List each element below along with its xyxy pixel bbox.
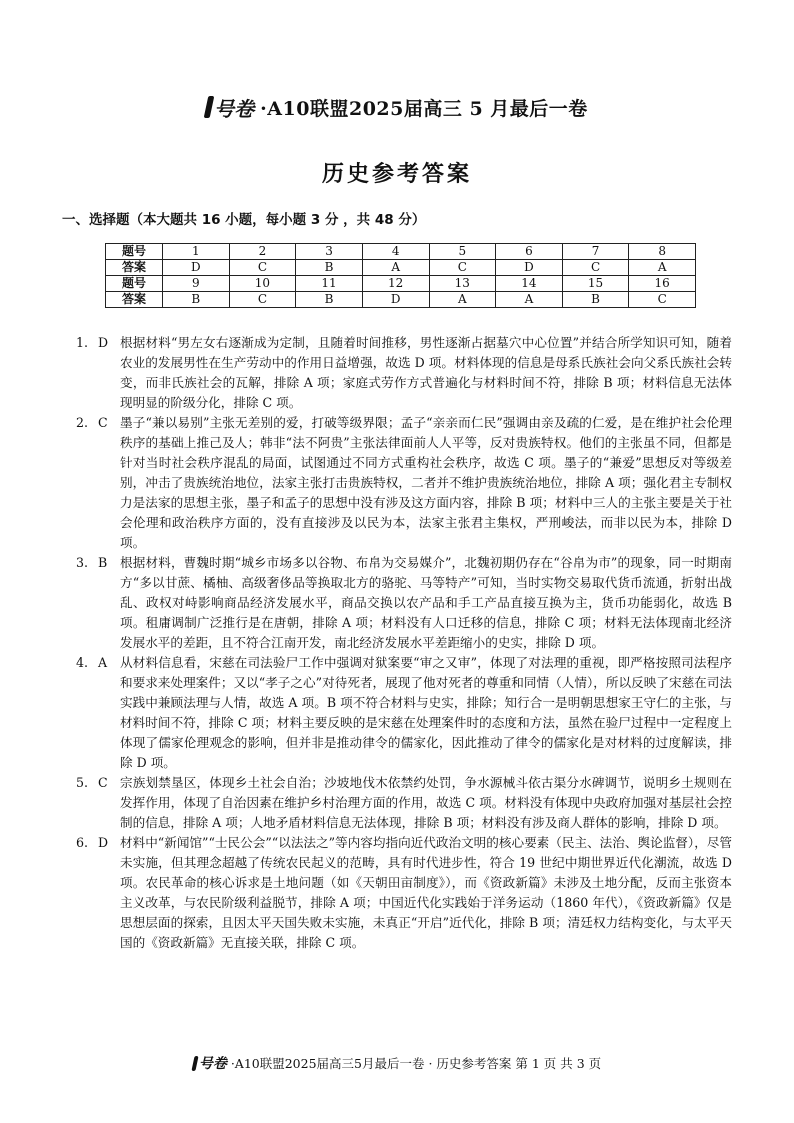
item-text: 根据材料，曹魏时期“城乡市场多以谷物、布帛为交易媒介”，北魏初期仍存在“谷帛为市”的现象，同一时期南方“多以甘蔗、橘柚、高级奢侈品等换取北方的骆驼、马等特产”可知，当时实物交易取代货币流通，折射出战乱、政权对峙影响商品经济发展水平，商品交换以农产品和手工产品直接互换为主，货币功能弱化，故选 B 项。租庸调制广泛推行是在唐朝，排除 A 项；材料没有人口迁移的信息，排除 C 项；材料无法体现南北经济发展水平的差距，且不符合江南开发，南北经济发展水平差距缩小的史实，排除 D 项。	[120, 555, 732, 650]
explanation-item	[76, 773, 732, 833]
item-number: 4.	[76, 655, 89, 670]
brand-mark-icon	[204, 96, 215, 118]
table-cell: A	[629, 260, 696, 276]
table-cell: C	[429, 260, 496, 276]
table-cell: 6	[496, 244, 563, 260]
explanation-item	[76, 553, 732, 653]
table-cell: 7	[562, 244, 629, 260]
table-cell: C	[229, 292, 296, 308]
table-cell: 5	[429, 244, 496, 260]
table-row-questions-1	[106, 244, 696, 260]
explanation-item	[76, 653, 732, 773]
table-cell: B	[562, 292, 629, 308]
document-title: 历史参考答案	[321, 161, 472, 187]
table-cell: D	[496, 260, 563, 276]
item-answer: B	[98, 555, 108, 570]
table-row-answers-2	[106, 292, 696, 308]
section-heading: 一、选择题（本大题共 16 小题，每小题 3 分 ，共 48 分）	[62, 212, 426, 228]
table-cell: 9	[163, 276, 230, 292]
item-answer: D	[98, 835, 109, 850]
row-label: 题号	[106, 276, 163, 292]
table-row-questions-2	[106, 276, 696, 292]
table-cell: 16	[629, 276, 696, 292]
table-cell: B	[296, 260, 363, 276]
table-cell: C	[229, 260, 296, 276]
table-cell: 1	[163, 244, 230, 260]
item-number: 2.	[76, 415, 89, 430]
item-answer: C	[98, 415, 108, 430]
table-cell: A	[362, 260, 429, 276]
brand-name: 号卷	[214, 96, 255, 121]
table-cell: 12	[362, 276, 429, 292]
table-row-answers-1	[106, 260, 696, 276]
item-text: 从材料信息看，宋慈在司法验尸工作中强调对狱案要“审之又审”，体现了对法理的重视，即严格按照司法程序和要求来处理案件；又以“孝子之心”对待死者，展现了他对死者的尊重和同情（人情），所以反映了宋慈在司法实践中兼顾法理与人情，故选 A 项。B 项不符合材料与史实，排除；知行合一是明朝思想家王守仁的主张，与材料时间不符，排除 C 项；材料主要反映的是宋慈在处理案件时的态度和方法，虽然在验尸过程中一定程度上体现了儒家伦理观念的影响，但并非是推动律令的儒家化，因此推动了律令的儒家化是对材料的过度解读，排除 D 项。	[120, 655, 732, 770]
item-number: 3.	[76, 555, 89, 570]
table-cell: 8	[629, 244, 696, 260]
item-answer: C	[98, 775, 108, 790]
footer-brand-logo	[193, 1053, 227, 1073]
table-cell: 11	[296, 276, 363, 292]
table-cell: A	[429, 292, 496, 308]
table-cell: 15	[562, 276, 629, 292]
page-header	[0, 92, 794, 122]
explanation-item	[76, 413, 732, 553]
answer-table	[105, 243, 696, 308]
item-text: 材料中“新闻馆”“士民公会”“以法法之”等内容均指向近代政治文明的核心要素（民主、法治、舆论监督），尽管未实施，但其理念超越了传统农民起义的范畴，具有时代进步性，符合 19 世纪中期世界近代化潮流，故选 D 项。农民革命的核心诉求是土地问题（如《天朝田亩制度》），而《资政新篇》未涉及土地分配，反而主张资本主义改革，与农民阶级利益脱节，排除 A 项；中国近代化实践始于洋务运动（1860 年代），《资政新篇》仅是思想层面的探索，且因太平天国失败未实施，未真正“开启”近代化，排除 B 项；清廷权力结构变化，与太平天国的《资政新篇》无直接关联，排除 C 项。	[120, 835, 732, 950]
footer-text: ·A10联盟2025届高三5月最后一卷 · 历史参考答案 第 1 页 共 3 页	[230, 1056, 602, 1071]
table-cell: C	[629, 292, 696, 308]
page-footer	[0, 1053, 794, 1073]
item-number: 1.	[76, 335, 89, 350]
item-answer: A	[98, 655, 108, 670]
header-title: ·A10联盟2025届高三 5 月最后一卷	[260, 97, 588, 120]
footer-brand-name: 号卷	[198, 1056, 227, 1072]
item-number: 5.	[76, 775, 89, 790]
item-text: 根据材料“男左女右逐渐成为定制，且随着时间推移，男性逐渐占据墓穴中心位置”并结合所学知识可知，随着农业的发展男性在生产劳动中的作用日益增强，故选 D 项。材料体现的信息是母系氏族社会向父系氏族社会转变，而非氏族社会的瓦解，排除 A 项；家庭式劳作方式普遍化与材料时间不符，排除 B 项；材料信息无法体现明显的阶级分化，排除 C 项。	[120, 335, 732, 410]
item-number: 6.	[76, 835, 89, 850]
table-cell: 2	[229, 244, 296, 260]
table-cell: 3	[296, 244, 363, 260]
table-cell: C	[562, 260, 629, 276]
explanation-item	[76, 833, 732, 953]
explanation-item	[76, 333, 732, 413]
table-cell: A	[496, 292, 563, 308]
table-cell: 4	[362, 244, 429, 260]
row-label: 题号	[106, 244, 163, 260]
table-cell: B	[163, 292, 230, 308]
row-label: 答案	[106, 260, 163, 276]
table-cell: 14	[496, 276, 563, 292]
table-cell: D	[163, 260, 230, 276]
item-text: 墨子“兼以易别”主张无差别的爱，打破等级界限；孟子“亲亲而仁民”强调由亲及疏的仁爱，是在维护社会伦理秩序的基础上推己及人；韩非“法不阿贵”主张法律面前人人平等，反对贵族特权。他们的主张虽不同，但都是针对当时社会秩序混乱的局面，试图通过不同方式重构社会秩序，故选 C 项。墨子的“兼爱”思想反对等级差别，冲击了贵族统治地位，法家主张打击贵族特权，二者并不维护贵族统治地位，排除 A 项；强化君主专制权力是法家的思想主张，墨子和孟子的思想中没有涉及这方面内容，排除 B 项；材料中三人的主张主要是关于社会伦理和政治秩序方面的，没有直接涉及以民为本，法家主张君主集权，严刑峻法，而非以民为本，排除 D 项。	[120, 415, 732, 550]
explanations	[76, 333, 732, 953]
table-cell: 13	[429, 276, 496, 292]
table-cell: 10	[229, 276, 296, 292]
table-cell: B	[296, 292, 363, 308]
item-text: 宗族划禁垦区，体现乡土社会自治；沙坡地伐木依禁约处罚，争水源械斗依古渠分水碑调节，说明乡土规则在发挥作用，体现了自治因素在维护乡村治理方面的作用，故选 C 项。材料没有体现中央政府加强对基层社会控制的信息，排除 A 项；人地矛盾材料信息无法体现，排除 B 项；材料没有涉及商人群体的影响，排除 D 项。	[120, 775, 732, 830]
item-answer: D	[98, 335, 109, 350]
brand-logo	[206, 93, 254, 122]
table-cell: D	[362, 292, 429, 308]
brand-mark-icon	[191, 1056, 198, 1071]
row-label: 答案	[106, 292, 163, 308]
